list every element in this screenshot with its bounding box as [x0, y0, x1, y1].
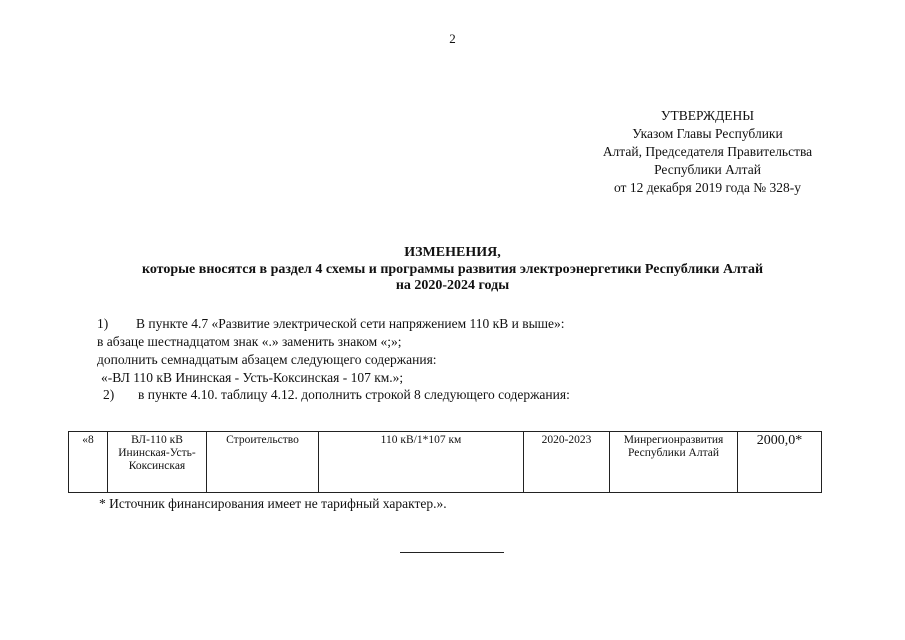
cell-work-type: Строительство	[207, 432, 319, 493]
paragraph-line: в абзаце шестнадцатом знак «.» заменить знаком «;»;	[97, 334, 402, 349]
title-line: которые вносятся в раздел 4 схемы и программы развития электроэнергетики Республики Алтай	[141, 261, 764, 277]
cell-object: ВЛ-110 кВ Ининская-Усть-Коксинская	[108, 432, 207, 493]
paragraph-line: «-ВЛ 110 кВ Ининская - Усть-Коксинская - 107 км.»;	[101, 370, 404, 385]
item-text: В пункте 4.7 «Развитие электрической сети напряжением 110 кВ и выше»:	[136, 316, 565, 331]
cell-responsible: Минрегионразвития Республики Алтай	[610, 432, 738, 493]
item-number: 2)	[103, 387, 115, 402]
title-line: ИЗМЕНЕНИЯ,	[404, 245, 501, 260]
cell-amount: 2000,0*	[738, 432, 822, 493]
cell-period: 2020-2023	[524, 432, 610, 493]
table-row	[69, 432, 822, 493]
cell-parameters: 110 кВ/1*107 км	[319, 432, 524, 493]
approval-line: от 12 декабря 2019 года № 328-у	[613, 180, 802, 195]
page-number: 2	[449, 31, 456, 46]
paragraph-line: дополнить семнадцатым абзацем следующего содержания:	[97, 352, 437, 367]
approval-stamp	[520, 107, 895, 197]
added-table-row	[68, 431, 822, 493]
footnote: * Источник финансирования имеет не тарифный характер.».	[99, 496, 447, 511]
title-line: на 2020-2024 годы	[395, 278, 510, 293]
approval-line: Алтай, Председателя Правительства	[602, 144, 813, 159]
document-title	[0, 245, 905, 295]
item-text: в пункте 4.10. таблицу 4.12. дополнить строкой 8 следующего содержания:	[138, 387, 570, 402]
approval-line: УТВЕРЖДЕНЫ	[660, 108, 755, 123]
approval-line: Указом Главы Республики	[632, 126, 783, 141]
closing-rule	[400, 552, 504, 553]
approval-line: Республики Алтай	[654, 162, 761, 177]
cell-number: «8	[69, 432, 108, 493]
item-number: 1)	[97, 316, 109, 331]
